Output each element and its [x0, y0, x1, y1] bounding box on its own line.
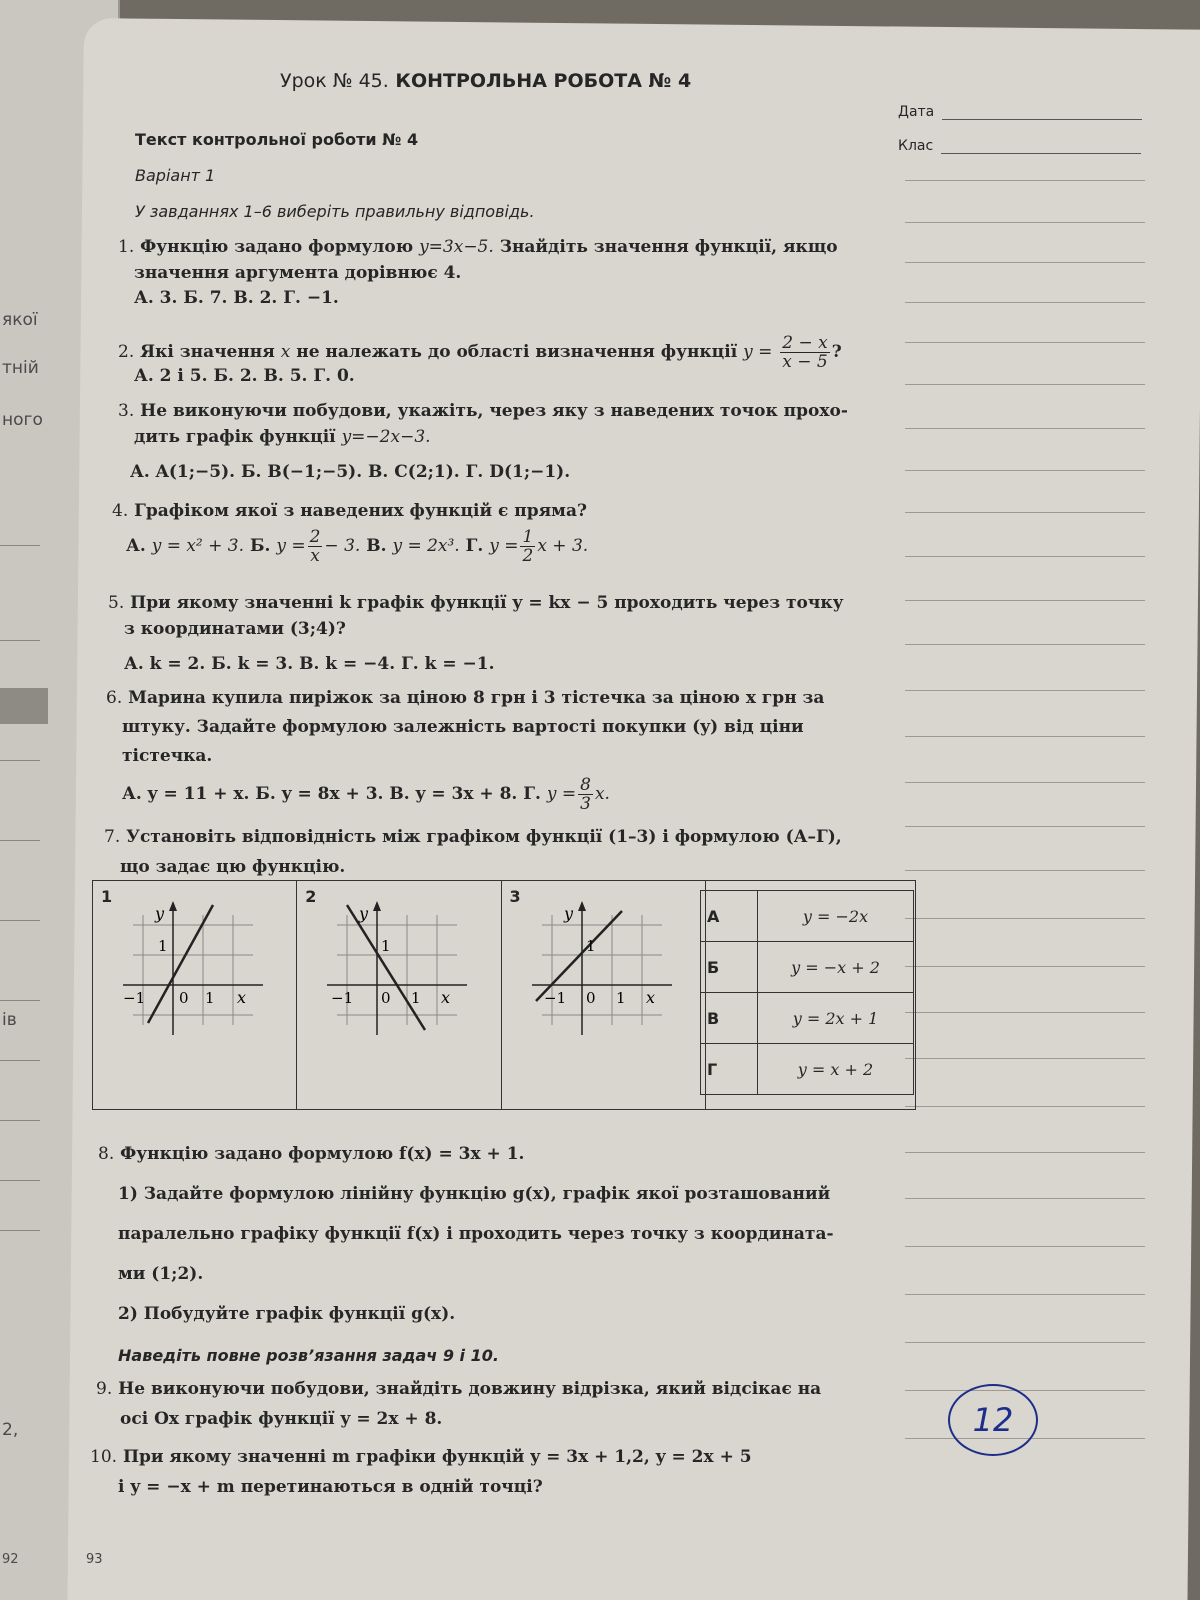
- question-mark: ?: [831, 342, 842, 362]
- formula-row: [701, 1044, 914, 1095]
- question-1: [118, 234, 898, 286]
- origin-label: 0: [585, 989, 596, 1007]
- divider: [0, 640, 40, 641]
- graph-3: [522, 895, 692, 1055]
- tick-label: 1: [585, 937, 596, 955]
- variable: x: [280, 342, 291, 362]
- formula-row: [701, 891, 914, 942]
- question-text: 2) Побудуйте графік функції g(x).: [118, 1304, 456, 1324]
- grade-value: 12: [972, 1401, 1014, 1439]
- divider: [0, 1120, 40, 1121]
- answer-options: А. A(1;−5). Б. B(−1;−5). В. C(2;1). Г. D(1;−1).: [130, 462, 571, 482]
- question-text: Не виконуючи побудови, знайдіть довжину відрізка, який відсікає на: [118, 1379, 822, 1399]
- tick-label: 1: [381, 937, 391, 955]
- graph-cell: [93, 881, 297, 1109]
- question-text: що задає цю функцію.: [120, 857, 346, 877]
- question-text: При якому значенні k графік функції y = kx − 5 проходить через точку: [130, 593, 844, 613]
- axis-label-y: y: [563, 904, 573, 923]
- denominator: 2: [522, 546, 534, 566]
- formula: x.: [594, 784, 610, 804]
- question-4: [112, 498, 902, 524]
- option-d: Г.: [465, 536, 484, 556]
- tick-label: −1: [331, 989, 354, 1007]
- formula: x + 3.: [537, 536, 589, 556]
- left-page-fragment: ного: [2, 410, 43, 430]
- question-text: штуку. Задайте формулою залежність вартості покупки (y) від ціни: [122, 717, 804, 737]
- question-text: дить графік функції: [134, 427, 336, 447]
- graph-label: 3: [509, 887, 521, 906]
- denominator: x − 5: [782, 352, 828, 372]
- numerator: 2: [309, 527, 321, 547]
- question-number: 6.: [106, 688, 123, 708]
- formula-row: [701, 993, 914, 1044]
- grade-mark: [948, 1384, 1038, 1456]
- divider: [0, 760, 40, 761]
- axis-label-x: x: [645, 988, 655, 1007]
- formula: y=3x−5.: [419, 237, 494, 257]
- formula: y = 2x³.: [392, 536, 460, 556]
- left-page-shade: [0, 688, 48, 724]
- question-number: 5.: [108, 593, 125, 613]
- question-text: Не виконуючи побудови, укажіть, через яку з наведених точок прохо-: [140, 401, 848, 421]
- answer-options: А. 2 і 5. Б. 2. В. 5. Г. 0.: [134, 366, 355, 386]
- question-text: паралельно графіку функції f(x) і проходить через точку з координата-: [118, 1224, 834, 1244]
- question-text: осі Ox графік функції y = 2x + 8.: [120, 1409, 443, 1429]
- graph-2: [317, 895, 487, 1055]
- question-number: 10.: [90, 1447, 118, 1467]
- option-c: В.: [366, 536, 387, 556]
- question-text: При якому значенні m графіки функцій y = 3x + 1,2, y = 2x + 5: [122, 1447, 752, 1467]
- formula: y =: [743, 342, 773, 362]
- question-text: Графіком якої з наведених функцій є пряма?: [134, 501, 587, 521]
- question-number: 8.: [98, 1144, 115, 1164]
- axis-label-y: y: [359, 904, 369, 923]
- question-text: Знайдіть значення функції, якщо: [499, 237, 838, 257]
- divider: [0, 1230, 40, 1231]
- tick-label: 1: [615, 989, 626, 1007]
- question-number: 1.: [118, 237, 135, 257]
- denominator: 3: [580, 794, 591, 814]
- axis-label-x: x: [441, 988, 451, 1007]
- question-text: 1) Задайте формулою лінійну функцію g(x), графік якої розташований: [118, 1184, 831, 1204]
- instructions: У завданнях 1–6 виберіть правильну відповідь.: [135, 202, 535, 221]
- question-text: значення аргумента дорівнює 4.: [134, 263, 462, 283]
- fraction: [578, 776, 593, 813]
- question-text: не належать до області визначення функції: [296, 342, 738, 362]
- divider: [0, 1000, 40, 1001]
- origin-label: 0: [381, 989, 391, 1007]
- lesson-header: [280, 70, 691, 92]
- tick-label: 1: [411, 989, 421, 1007]
- variant-label: Варіант 1: [135, 166, 216, 185]
- class-field[interactable]: [898, 138, 1141, 154]
- function-line: [347, 905, 425, 1030]
- options-text: А. y = 11 + x. Б. y = 8x + 3. В. y = 3x + 8. Г.: [122, 784, 541, 804]
- divider: [0, 545, 40, 546]
- denominator: x: [310, 546, 320, 566]
- page-number: 93: [86, 1552, 103, 1567]
- question-text: тістечка.: [122, 746, 213, 766]
- date-label: Дата: [898, 104, 935, 120]
- tick-label: 1: [205, 989, 215, 1007]
- fraction: [780, 334, 829, 371]
- formula-value: y = −x + 2: [758, 942, 914, 993]
- tick-label: −1: [123, 989, 146, 1007]
- page-subtitle: Текст контрольної роботи № 4: [135, 130, 419, 149]
- question-text: Функцію задано формулою f(x) = 3x + 1.: [120, 1144, 525, 1164]
- graph-1: [113, 895, 283, 1055]
- formula-key: В: [701, 993, 758, 1044]
- formula: y = x² + 3.: [151, 536, 245, 556]
- axis-label-x: x: [237, 988, 247, 1007]
- left-page-number: 92: [2, 1552, 19, 1567]
- question-text: Функцію задано формулою: [140, 237, 414, 257]
- divider: [0, 1180, 40, 1181]
- left-page-fragment: якої: [2, 310, 38, 330]
- formula: y =: [546, 784, 577, 804]
- class-label: Клас: [898, 138, 934, 154]
- question-number: 3.: [118, 401, 135, 421]
- lesson-prefix: Урок № 45.: [280, 70, 389, 92]
- question-text: Установіть відповідність між графіком функції (1–3) і формулою (А–Г),: [126, 827, 842, 847]
- question-6: [106, 684, 906, 771]
- lesson-title: КОНТРОЛЬНА РОБОТА № 4: [395, 70, 692, 92]
- question-text: з координатами (3;4)?: [124, 619, 346, 639]
- formula-table: [700, 890, 914, 1095]
- question-7: [104, 822, 904, 882]
- formula-value: y = −2x: [758, 891, 914, 942]
- question-number: 2.: [118, 342, 135, 362]
- question-text: і y = −x + m перетинаються в одній точці?: [118, 1477, 543, 1497]
- graph-cell: [502, 881, 706, 1109]
- formula-value: y = 2x + 1: [758, 993, 914, 1044]
- answer-options: [126, 528, 588, 565]
- date-line: [942, 119, 1142, 120]
- question-number: 4.: [112, 501, 129, 521]
- numerator: 2 − x: [782, 333, 828, 353]
- question-3: [118, 398, 908, 450]
- question-text: Марина купила пиріжок за ціною 8 грн і 3 тістечка за ціною x грн за: [128, 688, 825, 708]
- divider: [0, 920, 40, 921]
- question-text: Які значення: [140, 342, 275, 362]
- axis-label-y: y: [155, 904, 165, 923]
- formula: y =: [489, 536, 519, 556]
- numerator: 8: [580, 775, 591, 795]
- question-5: [108, 590, 908, 642]
- date-field[interactable]: [898, 104, 1142, 120]
- formula: − 3.: [324, 536, 361, 556]
- fraction: [308, 528, 323, 565]
- class-line: [941, 153, 1141, 154]
- tick-label: −1: [543, 989, 566, 1007]
- formula: y =: [276, 536, 306, 556]
- question-8: [98, 1134, 918, 1334]
- fraction: [520, 528, 535, 565]
- formula-key: Г: [701, 1044, 758, 1095]
- tick-label: 1: [158, 937, 168, 955]
- formula-key: А: [701, 891, 758, 942]
- option-a: А.: [126, 536, 146, 556]
- graph-cell: [297, 881, 501, 1109]
- answer-options: [122, 776, 610, 813]
- left-page-fragment: 2,: [2, 1420, 19, 1440]
- left-page-fragment: ів: [2, 1010, 17, 1030]
- question-number: 7.: [104, 827, 121, 847]
- formula-key: Б: [701, 942, 758, 993]
- answer-options: А. 3. Б. 7. В. 2. Г. −1.: [134, 288, 339, 308]
- formula-value: y = x + 2: [758, 1044, 914, 1095]
- numerator: 1: [522, 527, 534, 547]
- left-page-fragment: тній: [2, 358, 39, 378]
- question-text: ми (1;2).: [118, 1264, 204, 1284]
- question-10: [90, 1442, 920, 1502]
- question-9: [96, 1374, 916, 1434]
- origin-label: 0: [179, 989, 189, 1007]
- formula-row: [701, 942, 914, 993]
- graph-label: 1: [101, 887, 113, 906]
- answer-options: А. k = 2. Б. k = 3. В. k = −4. Г. k = −1.: [124, 654, 495, 674]
- divider: [0, 840, 40, 841]
- question-number: 9.: [96, 1379, 113, 1399]
- option-b: Б.: [249, 536, 271, 556]
- divider: [0, 1060, 40, 1061]
- graph-label: 2: [305, 887, 317, 906]
- formula: y=−2x−3.: [341, 427, 431, 447]
- instruction-note: Наведіть повне розв’язання задач 9 і 10.: [118, 1346, 499, 1365]
